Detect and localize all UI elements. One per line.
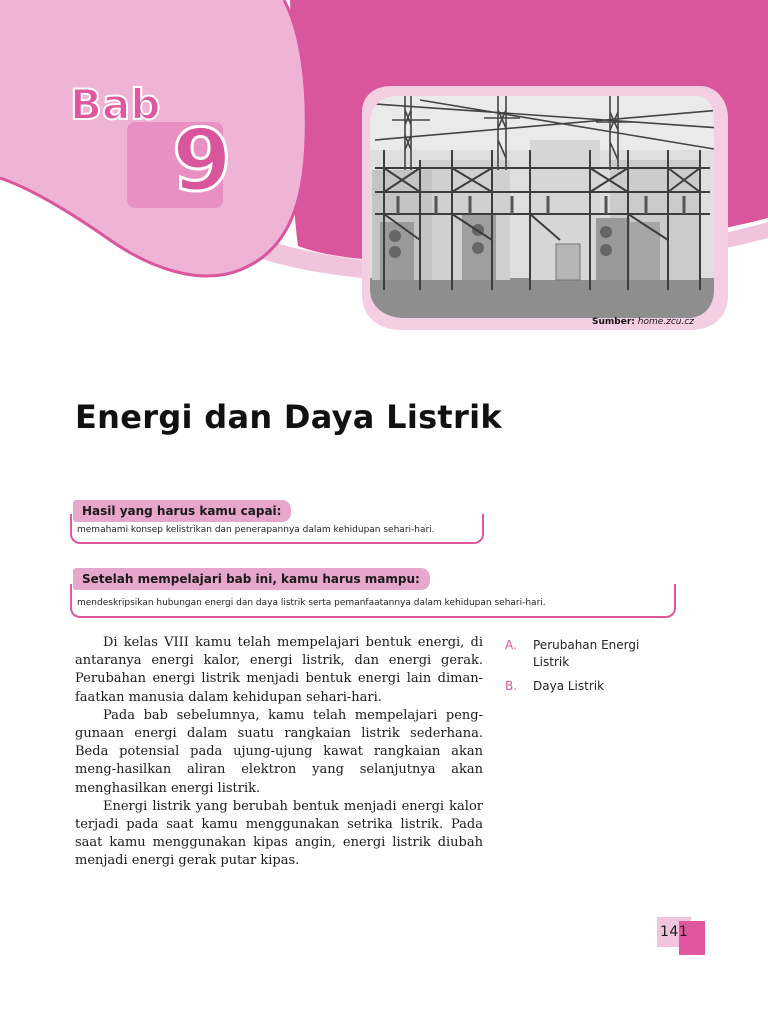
photo-source (592, 317, 694, 327)
toc-item-b (505, 678, 655, 695)
toc-item-a (505, 637, 655, 671)
intro-paragraph-1: Di kelas VIII kamu telah mempelajari bentuk energi, di antaranya energi kalor, energi listrik, dan energi gerak. Perubahan energi listrik menjadi bentuk energi lain diman-faatkan manusia dalam kehidupan sehari-hari. (75, 635, 483, 705)
toc-letter-b: B. (505, 679, 518, 693)
objective-text-2: mendeskripsikan hubungan energi dan daya listrik serta pemanfaatannya dalam kehidupan sehari-hari. (77, 598, 546, 608)
chapter-contents (505, 637, 655, 702)
objective-box-1 (70, 500, 484, 546)
objective-heading-1: Hasil yang harus kamu capai: (73, 500, 291, 522)
chapter-header-art (0, 0, 768, 340)
substation-photo (365, 90, 720, 325)
objective-text-1: memahami konsep kelistrikan dan penerapannya dalam kehidupan sehari-hari. (77, 525, 435, 535)
photo-source-label: Sumber: (592, 317, 635, 327)
photo-source-value: home.zcu.cz (637, 317, 695, 327)
objective-box-2 (70, 568, 676, 622)
toc-title-a: Perubahan Energi Listrik (533, 638, 640, 669)
objective-heading-2: Setelah mempelajari bab ini, kamu harus mampu: (73, 568, 430, 590)
toc-title-b: Daya Listrik (533, 679, 605, 693)
intro-text (75, 634, 483, 871)
chapter-number: 9 (172, 111, 232, 211)
intro-paragraph-2: Pada bab sebelumnya, kamu telah mempelajari peng-gunaan energi dalam suatu rangkaian listrik sederhana. Beda potensial pada ujung-ujung kawat rangkaian akan meng-hasilkan aliran elektron yang selanjutnya akan menghasilkan energi listrik. (75, 707, 483, 796)
intro-paragraph-3: Energi listrik yang berubah bentuk menjadi energi kalor terjadi pada saat kamu menggunakan setrika listrik. Pada saat kamu menggunakan kipas angin, energi listrik diubah menjadi energi gerak putar kipas. (75, 798, 483, 869)
toc-letter-a: A. (505, 638, 517, 652)
page-number: 141 (660, 924, 689, 940)
chapter-label: Bab (70, 80, 161, 129)
chapter-title: Energi dan Daya Listrik (75, 398, 502, 436)
